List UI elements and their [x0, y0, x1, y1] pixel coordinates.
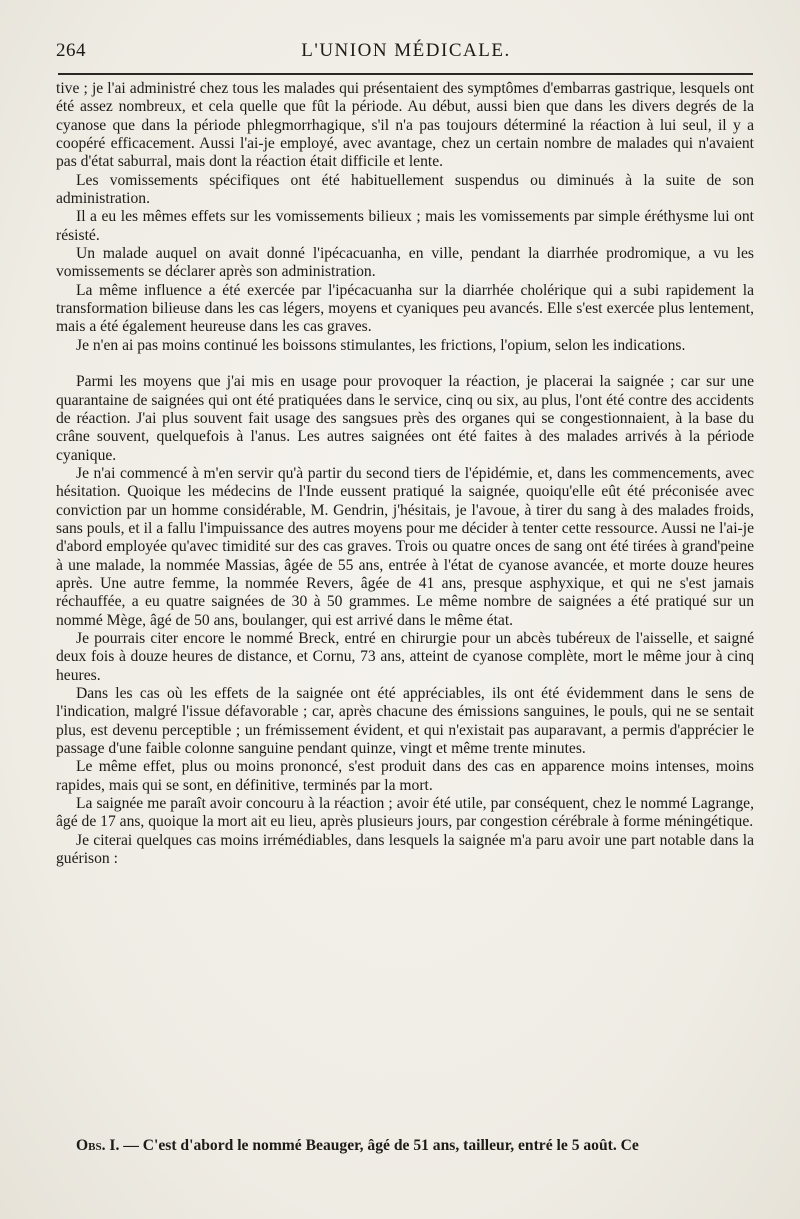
- paragraph: tive ; je l'ai administré chez tous les malades qui présentaient des symptômes d'embarras gastrique, lesquels ont été assez nombreux, et cela quelle que fût la période. Au début, aussi bien que dans les divers degrés de la cyanose que dans la période phlegmorrhagique, s'il n'a pas toujours déterminé la réaction à lui seul, il y a coopéré efficacement. Aussi l'ai-je employé, avec avantage, chez un certain nombre de malades qui n'avaient pas d'état saburral, mais dont la réaction était difficile et lente.: [56, 80, 754, 171]
- paragraph: Je citerai quelques cas moins irrémédiables, dans lesquels la saignée m'a paru avoir une part notable dans la guérison :: [56, 831, 754, 868]
- observation-label: Obs. I.: [76, 1137, 120, 1154]
- paragraph: Dans les cas où les effets de la saignée ont été appréciables, ils ont été évidemment dans le sens de l'indication, malgré l'issue défavorable ; car, après chacune des émissions sanguines, le pouls, qui ne se sentait plus, est devenu perceptible ; un frémissement évident, et qui n'existait pas auparavant, a permis d'apprécier le passage d'une faible colonne sanguine pendant quinze, vingt et même trente minutes.: [56, 685, 754, 758]
- page-number: 264: [56, 40, 86, 61]
- paragraph: La saignée me paraît avoir concouru à la réaction ; avoir été utile, par conséquent, chez le nommé Lagrange, âgé de 17 ans, quoique la mort ait eu lieu, après plusieurs jours, par congestion cérébrale à forme méningétique.: [56, 795, 754, 831]
- paragraph: La même influence a été exercée par l'ipécacuanha sur la diarrhée cholérique qui a subi rapidement la transformation bilieuse dans les cas légers, moyens et cyaniques peu avancés. Elle s'est exercée plus lentement, mais a été également heureuse dans les cas graves.: [56, 281, 754, 336]
- running-head: L'UNION MÉDICALE.: [301, 40, 511, 61]
- body-text: [56, 80, 754, 868]
- paragraph: Je pourrais citer encore le nommé Breck, entré en chirurgie pour un abcès tubéreux de l'aisselle, et saigné deux fois à douze heures de distance, et Cornu, 73 ans, atteint de cyanose complète, mort le même jour à cinq heures.: [56, 629, 754, 684]
- page-header: [56, 40, 756, 66]
- paragraph: Le même effet, plus ou moins prononcé, s'est produit dans des cas en apparence moins intenses, moins rapides, mais qui se sont, en définitive, terminés par la mort.: [56, 758, 754, 794]
- observation-text: — C'est d'abord le nommé Beauger, âgé de 51 ans, tailleur, entré le 5 août. Ce: [123, 1137, 639, 1154]
- paragraph: Je n'ai commencé à m'en servir qu'à partir du second tiers de l'épidémie, et, dans les commencements, avec hésitation. Quoique les médecins de l'Inde eussent pratiqué la saignée, quoiqu'elle eût été préconisée avec conviction par un homme considérable, M. Gendrin, j'hésitais, je l'avoue, à tirer du sang à des malades froids, sans pouls, et il a fallu l'impuissance des autres moyens pour me décider à tenter cette ressource. Aussi ne l'ai-je d'abord employée qu'avec timidité sur des cas graves. Trois ou quatre onces de sang ont été tirées à grand'peine à une malade, la nommée Massias, âgée de 55 ans, entrée à l'état de cyanose avancée, et morte douze heures après. Une autre femme, la nommée Revers, âgée de 41 ans, presque asphyxique, et qui ne s'est jamais réchauffée, a eu quatre saignées de 30 à 50 grammes. Le même nombre de saignées a été pratiqué sur un nommé Mège, âgé de 50 ans, boulanger, qui est arrivé dans le même état.: [56, 464, 754, 629]
- paragraph: Parmi les moyens que j'ai mis en usage pour provoquer la réaction, je placerai la saignée ; car sur une quarantaine de saignées qui ont été pratiquées dans le service, cinq ou six, au plus, l'ont été contre des accidents de réaction. J'ai plus souvent fait usage des sangsues près des organes qui se congestionnaient, à la base du crâne souvent, quelquefois à l'anus. Les autres saignées ont été faites à des malades arrivés à la période cyanique.: [56, 373, 754, 464]
- paragraph: Un malade auquel on avait donné l'ipécacuanha, en ville, pendant la diarrhée prodromique, a vu les vomissements se déclarer après son administration.: [56, 245, 754, 281]
- paragraph: Je n'en ai pas moins continué les boissons stimulantes, les frictions, l'opium, selon les indications.: [76, 336, 686, 354]
- observation-line: [56, 1137, 754, 1155]
- header-rule: [58, 73, 753, 75]
- paragraph: Il a eu les mêmes effets sur les vomissements bilieux ; mais les vomissements par simple éréthysme lui ont résisté.: [56, 208, 754, 244]
- paragraph: Les vomissements spécifiques ont été habituellement suspendus ou diminués à la suite de son administration.: [56, 171, 754, 208]
